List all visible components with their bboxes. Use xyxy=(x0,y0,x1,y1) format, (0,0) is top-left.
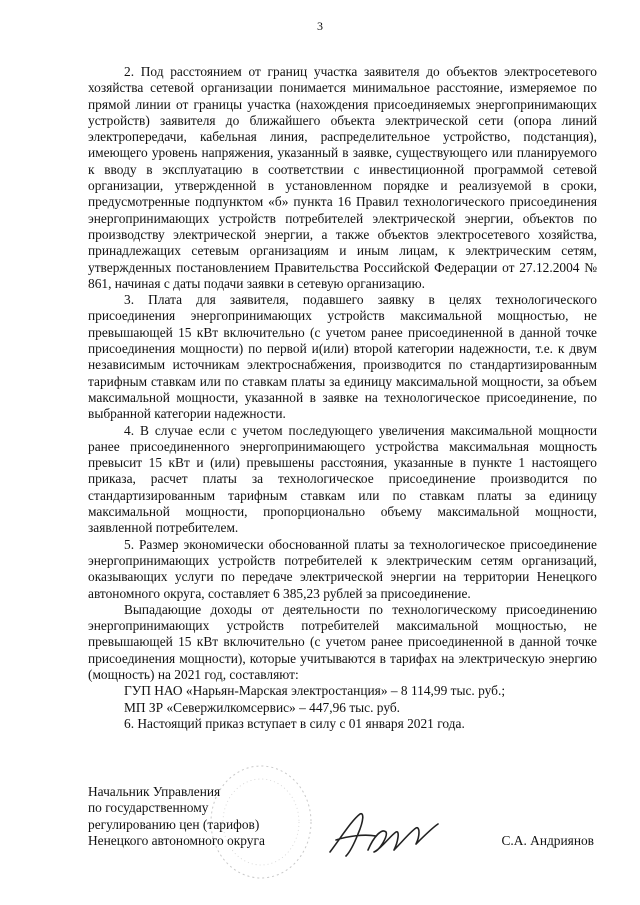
signature-block xyxy=(88,784,608,864)
paragraph-4: 4. В случае если с учетом последующего увеличения максимальной мощности ранее присоединенного энергопринимающего устройства максимальная мощность превысит 15 кВт и (или) превышены расстояния, указанные в пункте 1 настоящего приказа, расчет платы за технологическое присоединение производится по стандартизированным тарифным ставкам или по ставкам платы за единицу максимальной мощности, пропорционально объему максимальной мощности, заявленной потребителем. xyxy=(88,422,597,536)
paragraph-2: 2. Под расстоянием от границ участка заявителя до объектов электросетевого хозяйства сетевой организации понимается минимальное расстояние, измеряемое по прямой линии от границы участка (нахождения присоединяемых энергопринимающих устройств) заявителя до ближайшего объекта электрической сети (опора линий электропередачи, кабельная линия, распределительное устройство, подстанция), имеющего уровень напряжения, указанный в заявке, существующего или планируемого к вводу в эксплуатацию в соответствии с инвестиционной программой сетевой организации, утвержденной в установленном порядке и реализуемой в сроки, предусмотренные подпунктом «б» пункта 16 Правил технологического присоединения энергопринимающих устройств потребителей электрической энергии, объектов по производству электрической энергии, а также объектов электросетевого хозяйства, принадлежащих сетевым организациям и иным лицам, к электрическим сетям, утвержденных постановлением Правительства Российской Федерации от 27.12.2004 № 861, начиная с даты подачи заявки в сетевую организацию. xyxy=(88,64,597,291)
signatory-title-line: регулированию цен (тарифов) xyxy=(88,816,260,832)
signatory-name: С.А. Андриянов xyxy=(501,833,594,848)
signatory-title xyxy=(88,784,318,849)
signatory-title-line: Начальник Управления xyxy=(88,784,221,799)
paragraph-6: 6. Настоящий приказ вступает в силу с 01 января 2021 года. xyxy=(124,715,465,731)
signatory-title-line: по государственному xyxy=(88,800,209,816)
page-number: 3 xyxy=(317,19,323,33)
list-item-narian-mar: ГУП НАО «Нарьян-Марская электростанция» – 8 114,99 тыс. руб.; xyxy=(124,683,506,699)
document-body xyxy=(88,64,597,732)
list-item-severzhilkomservis: МП ЗР «Севержилкомсервис» – 447,96 тыс. руб. xyxy=(124,699,401,715)
handwritten-signature xyxy=(324,806,444,864)
paragraph-5: 5. Размер экономически обоснованной платы за технологическое присоединение энергопринимающих устройств потребителей к электрическим сетям организаций, оказывающих услуги по передаче электрической энергии на территории Ненецкого автономного округа, составляет 6 385,23 рублей за присоединение. xyxy=(88,536,597,601)
paragraph-lost-revenue: Выпадающие доходы от деятельности по технологическому присоединению энергопринимающих устройств потребителей максимальной мощностью, не превышающей 15 кВт включительно (с учетом ранее присоединенной в данной точке присоединения мощности), которые учитываются в тарифах на электрическую энергию (мощность) на 2021 год, составляют: xyxy=(88,601,597,682)
signatory-title-line: Ненецкого автономного округа xyxy=(88,832,265,848)
paragraph-3: 3. Плата для заявителя, подавшего заявку в целях технологического присоединения энергопринимающих устройств максимальной мощностью, не превышающей 15 кВт включительно (с учетом ранее присоединенной в данной точке присоединения мощности) по первой и(или) второй категории надежности, т.е. к двум независимым источникам электроснабжения, производится по стандартизированным тарифным ставкам или по ставкам платы за единицу максимальной мощности, за объем максимальной мощности, указанной в заявке на технологическое присоединение, по выбранной категории надежности. xyxy=(88,292,597,422)
